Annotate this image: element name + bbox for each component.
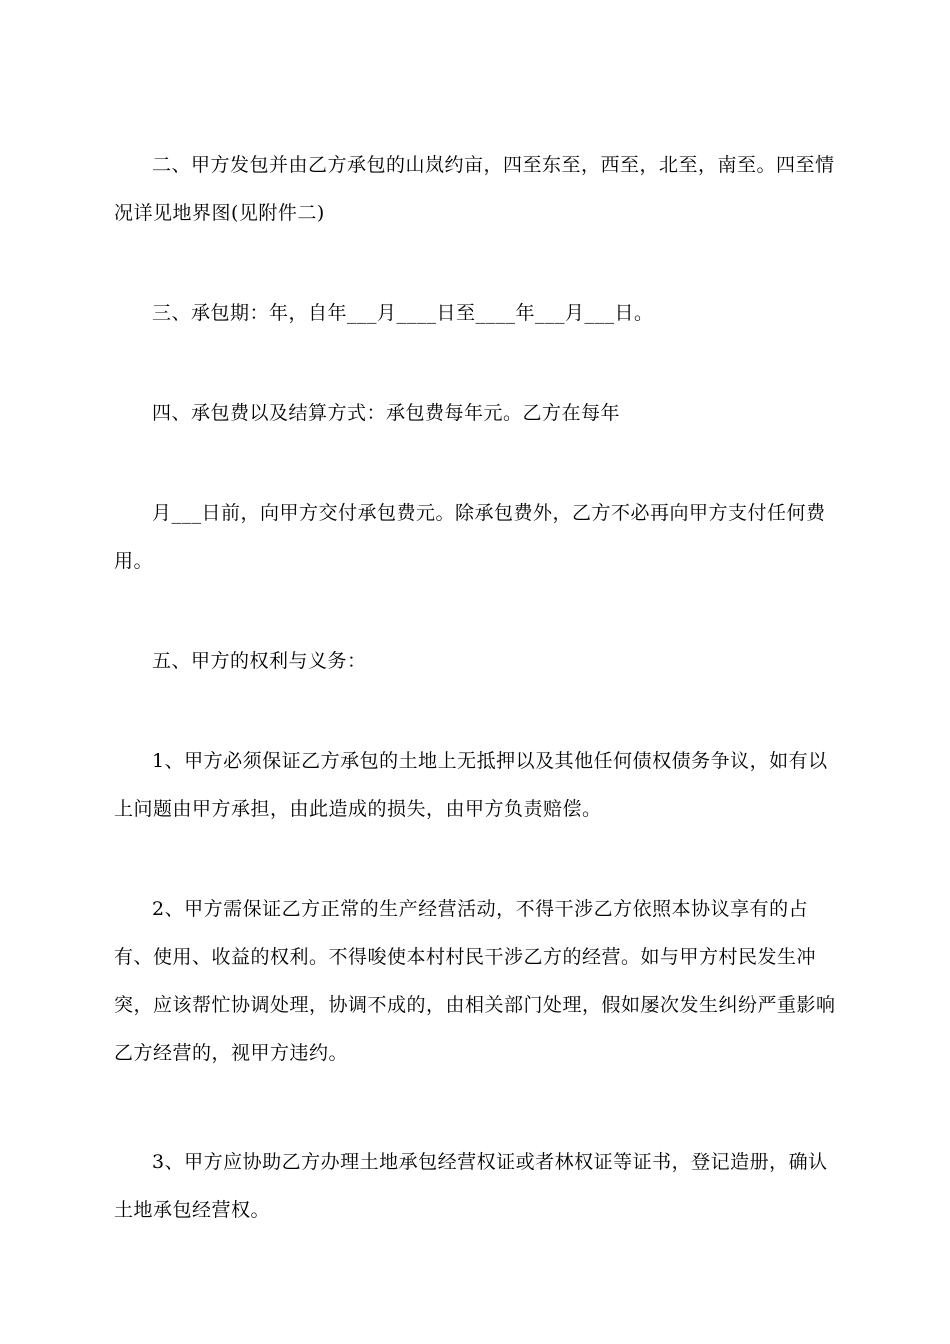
- paragraph-clause-2: 二、甲方发包并由乙方承包的山岚约亩，四至东至，西至，北至，南至。四至情况详见地界图(见附件二): [114, 154, 835, 224]
- paragraph-clause-4: 四、承包费以及结算方式：承包费每年元。乙方在每年: [152, 402, 621, 424]
- paragraph-clause-3: 三、承包期：年，自年___月____日至____年___月___日。: [152, 302, 654, 324]
- paragraph-clause-5-heading: 五、甲方的权利与义务：: [152, 650, 367, 672]
- paragraph-clause-4-continued: 月___日前，向甲方交付承包费元。除承包费外，乙方不必再向甲方支付任何费用。: [114, 502, 826, 572]
- paragraph-clause-5-item-1: 1、甲方必须保证乙方承包的土地上无抵押以及其他任何债权债务争议，如有以上问题由甲方承担，由此造成的损失，由甲方负责赔偿。: [114, 750, 828, 820]
- paragraph-clause-5-item-2: 2、甲方需保证乙方正常的生产经营活动，不得干涉乙方依照本协议享有的占有、使用、收益的权利。不得唆使本村村民干涉乙方的经营。如与甲方村民发生冲突，应该帮忙协调处理，协调不成的，由相关部门处理，假如屡次发生纠纷严重影响乙方经营的，视甲方违约。: [114, 898, 836, 1064]
- paragraph-clause-5-item-3: 3、甲方应协助乙方办理土地承包经营权证或者林权证等证书，登记造册，确认土地承包经营权。: [114, 1151, 828, 1221]
